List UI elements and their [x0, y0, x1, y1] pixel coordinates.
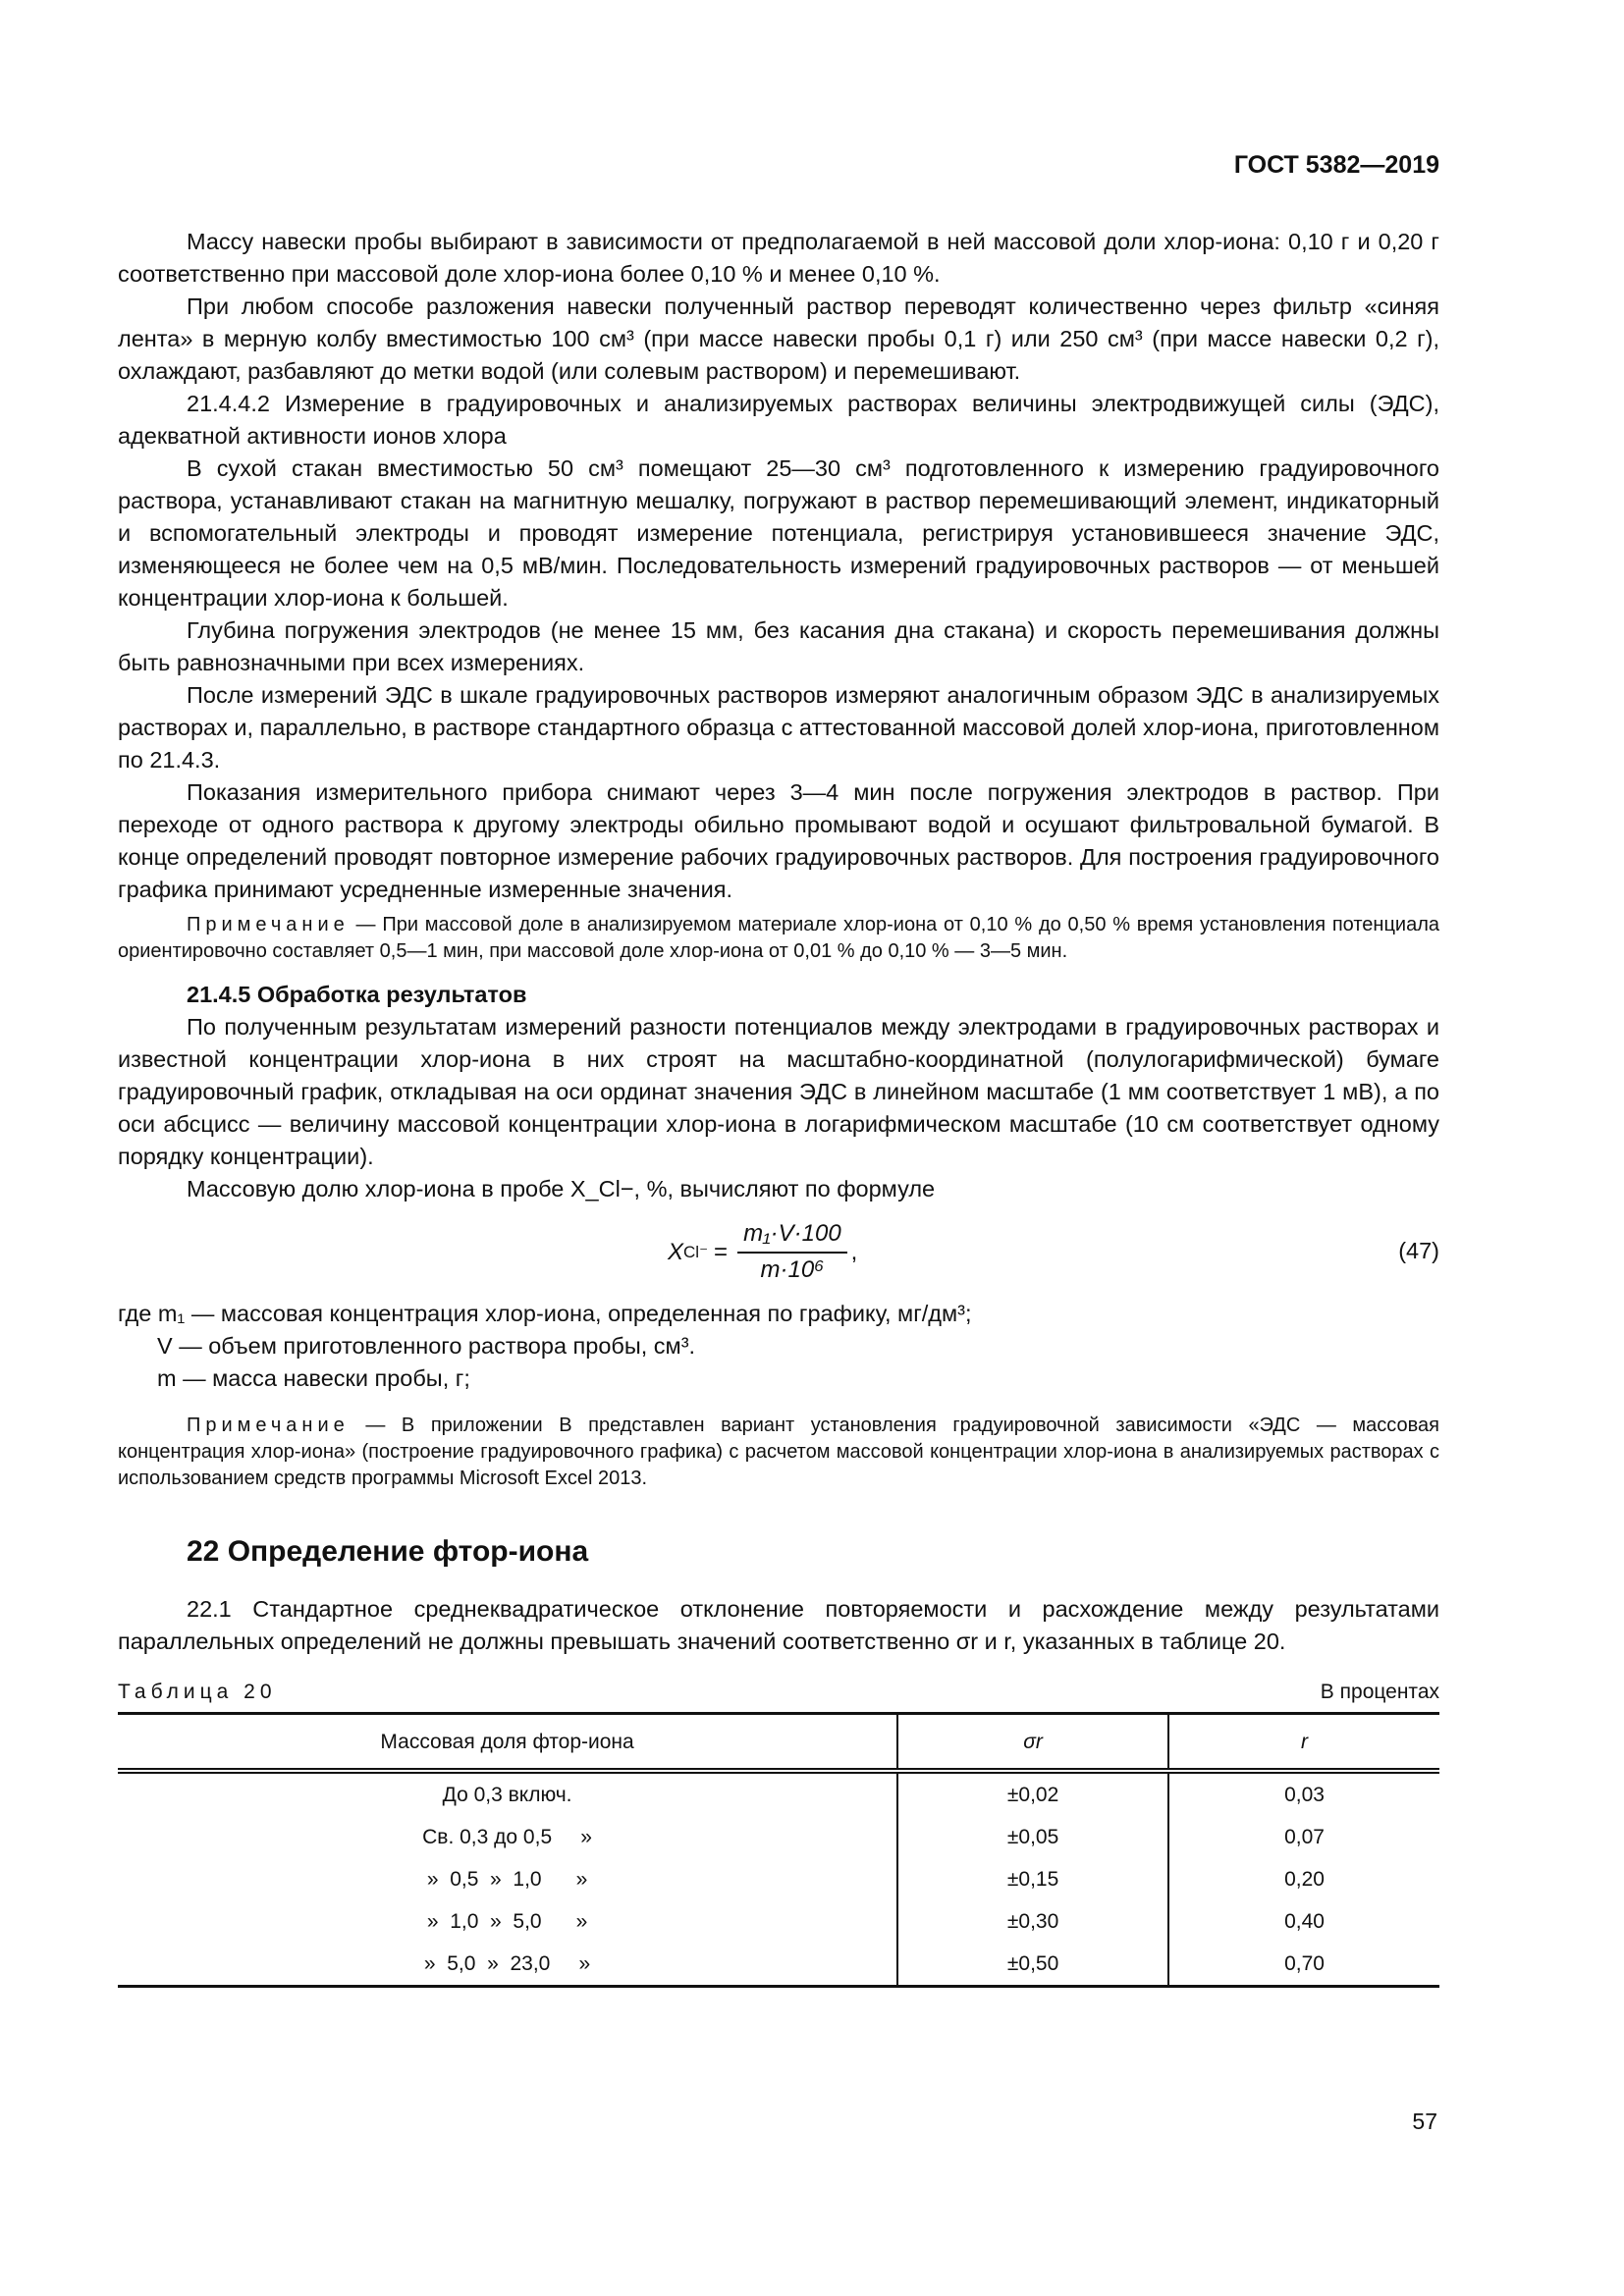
table-caption: Таблица 20 [118, 1681, 277, 1703]
column-header: σr [897, 1714, 1168, 1772]
table-row [118, 1858, 1439, 1900]
section-heading: 22 Определение фтор-иона [187, 1535, 589, 1568]
subsection-heading: 21.4.5 Обработка результатов [187, 982, 527, 1007]
formula-denominator: m·10⁶ [760, 1256, 825, 1283]
paragraph: В сухой стакан вместимостью 50 см³ помещают 25—30 см³ подготовленного к измерению градуировочного раствора, устанавливают стакан на магнитную мешалку, погружают в раствор перемешивающий элемент, индикаторный и вспомогательный электроды и проводят измерение потенциала, регистрируя установившееся значение ЭДС, изменяющееся не более чем на 0,5 мВ/мин. Последовательность измерений градуировочных растворов — от меньшей концентрации хлор-иона к большей. [118, 455, 1439, 611]
paragraph: Массовую долю хлор-иона в пробе X_Cl−, %, вычисляют по формуле [187, 1176, 936, 1201]
cell: » 0,5 » 1,0 » [118, 1858, 897, 1900]
definition: где m₁ — массовая концентрация хлор-иона, определенная по графику, мг/дм³; [118, 1301, 972, 1326]
definition: m — масса навески пробы, г; [157, 1365, 470, 1391]
document-header: ГОСТ 5382—2019 [1233, 151, 1439, 179]
cell: До 0,3 включ. [118, 1771, 897, 1816]
note-text: — В приложении В представлен вариант установления градуировочной зависимости «ЭДС — массовая концентрация хлор-иона» (построение градуировочного графика) с расчетом массовой концентрации хлор-иона в анализируемых растворах с использованием средств программы Microsoft Excel 2013. [118, 1415, 1439, 1489]
column-header: r [1168, 1714, 1439, 1772]
cell: ±0,50 [897, 1943, 1168, 1987]
cell: 0,20 [1284, 1868, 1325, 1891]
formula-number: (47) [1398, 1238, 1439, 1263]
definition: V — объем приготовленного раствора пробы, см³. [157, 1333, 696, 1359]
note [118, 1413, 1439, 1492]
cell: ±0,02 [897, 1771, 1168, 1816]
note-text: — При массовой доле в анализируемом материале хлор-иона от 0,10 % до 0,50 % время установления потенциала ориентировочно составляет 0,5—1 мин, при массовой доле хлор-иона от 0,01 % до 0,10 % — 3—5 мин. [118, 914, 1439, 962]
table-row [118, 1943, 1439, 1987]
column-header: Массовая доля фтор-иона [118, 1714, 897, 1772]
note-label: Примечание [187, 1415, 350, 1436]
cell: ±0,05 [897, 1816, 1168, 1858]
cell: 0,03 [1284, 1784, 1325, 1806]
paragraph: Массу навески пробы выбирают в зависимости от предполагаемой в ней массовой доли хлор-иона: 0,10 г и 0,20 г соответственно при массовой доле хлор-иона более 0,10 % и менее 0,10 %. [118, 229, 1439, 287]
cell: » 5,0 » 23,0 » [118, 1943, 897, 1987]
table-row [118, 1900, 1439, 1943]
cell: 0,07 [1284, 1826, 1325, 1848]
paragraph: 22.1 Стандартное среднеквадратическое отклонение повторяемости и расхождение между результатами параллельных определений не должны превышать значений соответственно σr и r, указанных в таблице 20. [118, 1596, 1439, 1654]
paragraph: После измерений ЭДС в шкале градуировочных растворов измеряют аналогичным образом ЭДС в анализируемых растворах и, параллельно, в растворе стандартного образца с аттестованной массовой долей хлор-иона, приготовленном по 21.4.3. [118, 682, 1439, 773]
formula-lhs-sub: Cl⁻ [683, 1242, 709, 1261]
paragraph: При любом способе разложения навески полученный раствор переводят количественно через фильтр «синяя лента» в мерную колбу вместимостью 100 см³ (при массе навески пробы 0,1 г) или 250 см³ (при массе навески 0,2 г), охлаждают, разбавляют до метки водой (или солевым раствором) и перемешивают. [118, 294, 1439, 384]
cell: ±0,30 [897, 1900, 1168, 1943]
formula-47: X Cl⁻ = $\frac{\text{m₁·V·100}}{\text{m·10⁶}}$ , (47) [118, 1209, 1439, 1294]
formula-lhs: X [668, 1238, 684, 1265]
page-number: 57 [1412, 2109, 1437, 2134]
paragraph: 21.4.4.2 Измерение в градуировочных и анализируемых растворах величины электродвижущей силы (ЭДС), адекватной активности ионов хлора [118, 391, 1439, 449]
cell: » 1,0 » 5,0 » [118, 1900, 897, 1943]
paragraph: По полученным результатам измерений разности потенциалов между электродами в градуировочных растворах и известной концентрации хлор-иона в них строят на масштабно-координатной (полулогарифмической) бумаге градуировочный график, откладывая на оси ординат значения ЭДС в линейном масштабе (1 мм соответствует 1 мВ), а по оси абсцисс — величину массовой концентрации хлор-иона в логарифмическом масштабе (10 см соответствует одному порядку концентрации). [118, 1014, 1439, 1169]
cell: ±0,15 [897, 1858, 1168, 1900]
formula-numerator: m₁·V·100 [737, 1217, 847, 1254]
table-units: В процентах [1320, 1681, 1439, 1703]
paragraph: Показания измерительного прибора снимают через 3—4 мин после погружения электродов в раствор. При переходе от одного раствора к другому электроды обильно промывают водой и осушают фильтровальной бумагой. В конце определений проводят повторное измерение рабочих градуировочных растворов. Для построения градуировочного графика принимают усредненные измеренные значения. [118, 779, 1439, 902]
cell: 0,70 [1284, 1952, 1325, 1975]
table-row [118, 1816, 1439, 1858]
cell: 0,40 [1284, 1910, 1325, 1933]
note-label: Примечание [187, 914, 350, 935]
cell: Св. 0,3 до 0,5 » [118, 1816, 897, 1858]
table-row [118, 1771, 1439, 1816]
paragraph: Глубина погружения электродов (не менее 15 мм, без касания дна стакана) и скорость перемешивания должны быть равнозначными при всех измерениях. [118, 617, 1439, 675]
table-20 [118, 1712, 1439, 1988]
note [118, 912, 1439, 965]
